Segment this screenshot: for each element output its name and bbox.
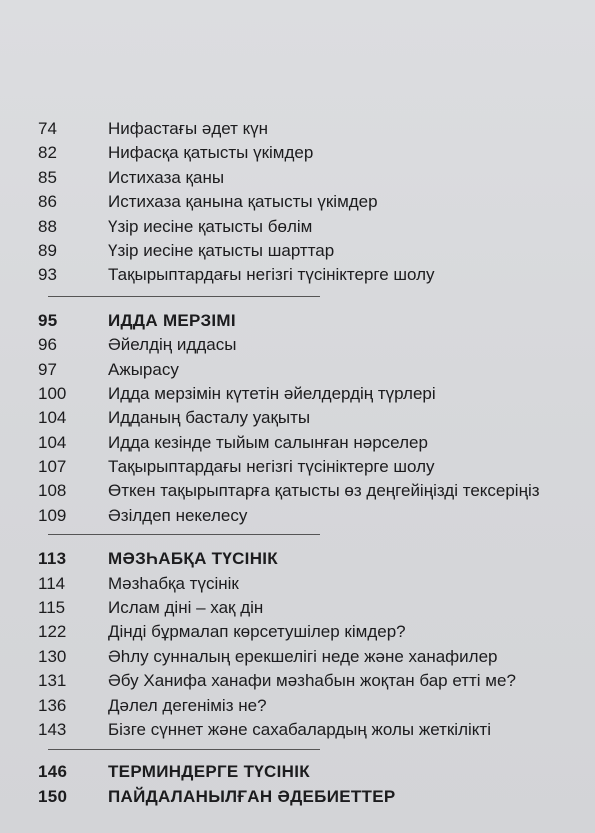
toc-entry <box>38 382 578 406</box>
page-number: 82 <box>38 143 57 163</box>
toc-entry <box>38 239 578 263</box>
toc-entry <box>38 479 578 503</box>
page-number: 113 <box>38 549 67 569</box>
page-number: 109 <box>38 505 67 525</box>
page-number: 115 <box>38 598 66 618</box>
page-number: 108 <box>38 481 67 501</box>
section-title: ТЕРМИНДЕРГЕ ТҮСІНІК <box>108 762 310 782</box>
entry-title: Үзір иесіне қатысты шарттар <box>108 240 335 260</box>
toc-entry <box>38 333 578 357</box>
entry-title: Ажырасу <box>108 359 179 379</box>
entry-title: Идданың басталу уақыты <box>108 408 311 428</box>
toc-entry <box>38 596 578 620</box>
section-title: МӘЗҺАБҚА ТҮСІНІК <box>108 549 278 569</box>
page-number: 74 <box>38 119 57 138</box>
page-number: 93 <box>38 265 57 285</box>
page-number: 104 <box>38 408 67 428</box>
entry-title: Дінді бұрмалап көрсетушілер кімдер? <box>108 622 406 642</box>
toc-entry <box>38 620 578 644</box>
page-number: 143 <box>38 719 67 739</box>
page-number: 85 <box>38 167 57 187</box>
toc-entry <box>38 645 578 669</box>
entry-title: Нифастағы әдет күн <box>108 119 269 138</box>
toc-entry <box>38 572 578 596</box>
entry-title: Әһлу сунналың ерекшелігі неде және ханафилер <box>108 646 498 666</box>
entry-title: Нифасқа қатысты үкімдер <box>108 143 314 163</box>
page-number: 96 <box>38 335 57 355</box>
entry-title: Бізге сүннет және сахабалардың жолы жеткілікті <box>108 719 491 739</box>
page-number: 131 <box>38 671 67 691</box>
entry-title: Мәзһабқа түсінік <box>108 573 239 593</box>
entry-title: Тақырыптардағы негізгі түсініктерге шолу <box>108 457 435 477</box>
entry-title: Дәлел дегеніміз не? <box>108 695 267 715</box>
page-number: 146 <box>38 762 68 782</box>
toc-entry <box>38 141 578 165</box>
toc-entry <box>38 504 578 528</box>
toc-entry <box>38 263 578 287</box>
toc-entry <box>38 669 578 693</box>
toc-entry <box>38 718 578 742</box>
page-number: 97 <box>38 359 57 379</box>
toc-entry <box>38 431 578 455</box>
entry-title: Истихаза қанына қатысты үкімдер <box>108 192 378 212</box>
table-of-contents <box>38 117 578 809</box>
section-divider <box>48 749 320 750</box>
section-title: ПАЙДАЛАНЫЛҒАН ӘДЕБИЕТТЕР <box>108 786 396 806</box>
toc-entry <box>38 117 578 141</box>
page-number: 130 <box>38 646 67 666</box>
entry-title: Идда кезінде тыйым салынған нәрселер <box>108 432 428 452</box>
page-number: 107 <box>38 457 67 477</box>
entry-title: Истихаза қаны <box>108 167 225 187</box>
page-number: 95 <box>38 310 58 330</box>
entry-title: Ислам діні – хақ дін <box>108 598 264 618</box>
page-number: 150 <box>38 786 68 806</box>
entry-title: Өткен тақырыптарға қатысты өз деңгейіңізді тексеріңіз <box>108 481 540 501</box>
section-heading <box>38 760 578 784</box>
section-title: ИДДА МЕРЗІМІ <box>108 310 236 330</box>
page-number: 88 <box>38 216 57 236</box>
entry-title: Әзілдеп некелесу <box>108 505 248 525</box>
section-heading <box>38 785 578 809</box>
entry-title: Үзір иесіне қатысты бөлім <box>108 216 313 236</box>
page-number: 136 <box>38 695 67 715</box>
section-divider <box>48 534 320 535</box>
entry-title: Әбу Ханифа ханафи мәзһабын жоқтан бар етті ме? <box>108 671 516 691</box>
entry-title: Әйелдің иддасы <box>108 335 237 355</box>
entry-title: Тақырыптардағы негізгі түсініктерге шолу <box>108 265 435 285</box>
page-number: 104 <box>38 432 67 452</box>
toc-entry <box>38 694 578 718</box>
toc-entry <box>38 406 578 430</box>
toc-entry <box>38 215 578 239</box>
page-number: 86 <box>38 192 57 212</box>
toc-entry <box>38 455 578 479</box>
section-divider <box>48 296 320 297</box>
page-number: 122 <box>38 622 67 642</box>
section-heading <box>38 309 578 333</box>
toc-entry <box>38 358 578 382</box>
entry-title: Идда мерзімін күтетін әйелдердің түрлері <box>108 383 436 403</box>
page-number: 114 <box>38 573 66 593</box>
page-number: 89 <box>38 240 57 260</box>
toc-entry <box>38 190 578 214</box>
toc-entry <box>38 166 578 190</box>
section-heading <box>38 547 578 571</box>
page-number: 100 <box>38 383 67 403</box>
